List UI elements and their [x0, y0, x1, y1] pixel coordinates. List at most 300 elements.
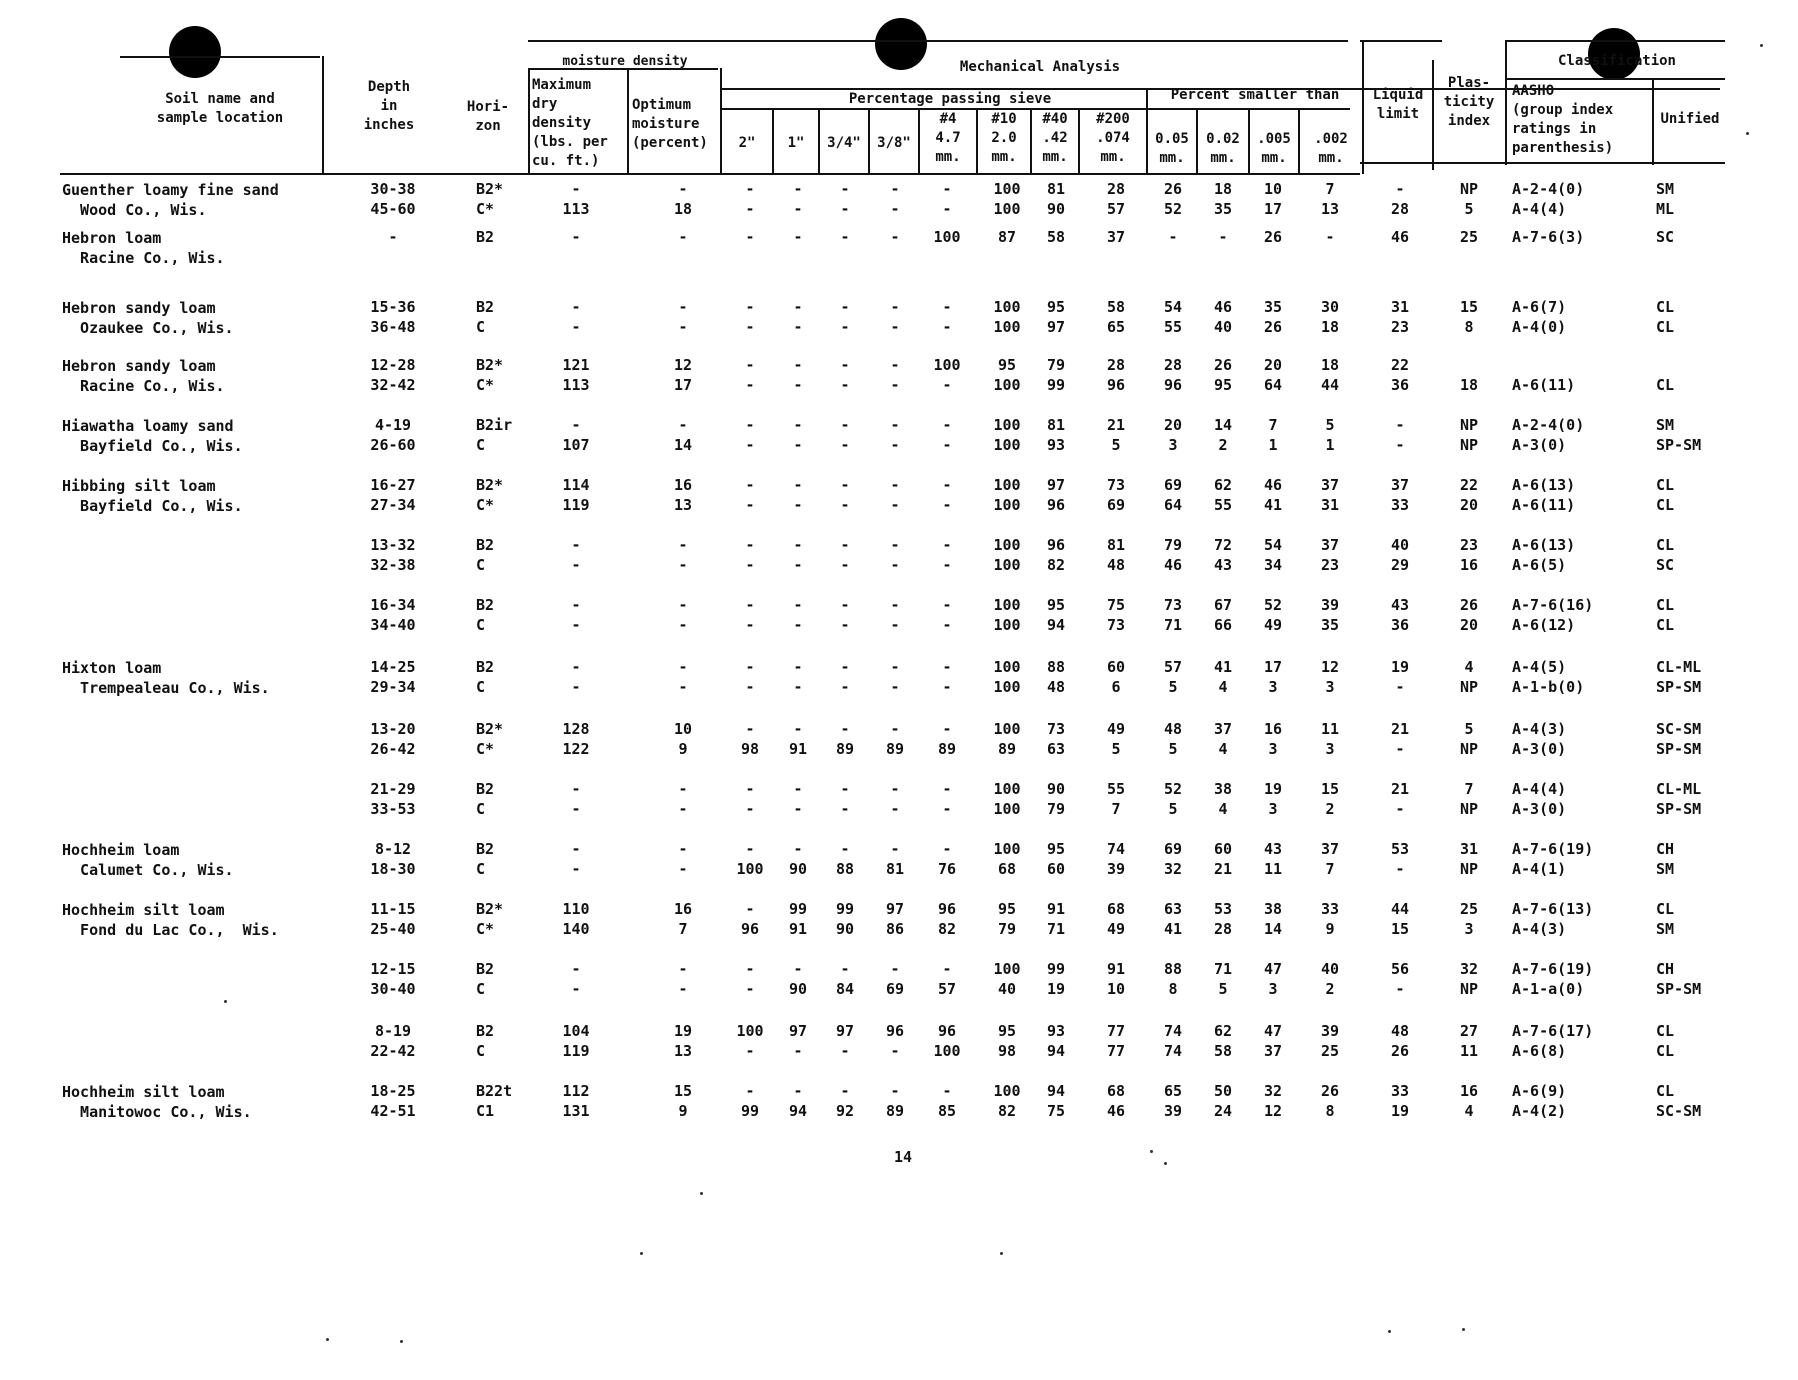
table-cell: 95 — [997, 900, 1017, 918]
table-cell: 100 — [933, 228, 961, 246]
table-cell: 33 — [1390, 496, 1410, 514]
table-cell: - — [942, 678, 952, 696]
table-cell: - — [840, 658, 850, 676]
table-cell: 35 — [1320, 616, 1340, 634]
table-cell: CL — [1656, 298, 1675, 316]
table-cell: - — [942, 556, 952, 574]
table-cell: - — [840, 476, 850, 494]
table-cell: - — [890, 616, 900, 634]
table-cell: - — [890, 720, 900, 738]
header-smaller-0002: .002 mm. — [1314, 131, 1348, 166]
table-cell: A-4(3) — [1512, 720, 1567, 738]
table-cell: 1 — [1325, 436, 1335, 454]
table-cell: 67 — [1213, 596, 1233, 614]
table-cell: 91 — [1046, 900, 1066, 918]
table-cell: 5 — [1464, 720, 1474, 738]
table-cell: 100 — [993, 200, 1021, 218]
table-cell: 100 — [993, 536, 1021, 554]
table-cell: - — [840, 960, 850, 978]
table-cell: 5 — [1168, 740, 1178, 758]
header-liquid-limit: Liquid limit — [1372, 87, 1424, 122]
table-cell: - — [745, 200, 755, 218]
header-smaller-005: 0.05 mm. — [1155, 131, 1189, 166]
header-unified: Unified — [1660, 111, 1720, 127]
table-cell: - — [678, 596, 688, 614]
table-cell: 3 — [1325, 740, 1335, 758]
table-cell: 18 — [673, 200, 693, 218]
table-cell: 57 — [1106, 200, 1126, 218]
table-cell: - — [793, 678, 803, 696]
table-cell: 18 — [1459, 376, 1479, 394]
table-cell: 100 — [993, 556, 1021, 574]
table-cell: 94 — [788, 1102, 808, 1120]
table-cell: - — [793, 318, 803, 336]
table-cell: - — [678, 228, 688, 246]
table-cell: 122 — [562, 740, 590, 758]
table-cell: 14 — [1213, 416, 1233, 434]
table-cell: 30 — [1320, 298, 1340, 316]
table-cell: 3 — [1268, 740, 1278, 758]
header-sieve-200: #200 .074 mm. — [1096, 111, 1130, 165]
table-cell: A-4(5) — [1512, 658, 1567, 676]
table-cell: 91 — [1106, 960, 1126, 978]
table-cell: A-4(1) — [1512, 860, 1567, 878]
table-cell: C — [476, 616, 486, 634]
table-cell: 128 — [562, 720, 590, 738]
table-cell: 5 — [1111, 740, 1121, 758]
table-cell: 42-51 — [370, 1102, 416, 1120]
table-cell: 100 — [933, 356, 961, 374]
table-cell: 97 — [788, 1022, 808, 1040]
table-cell: 9 — [1325, 920, 1335, 938]
table-cell: - — [793, 596, 803, 614]
table-cell: 53 — [1390, 840, 1410, 858]
table-cell: A-4(2) — [1512, 1102, 1567, 1120]
table-cell: 93 — [1046, 436, 1066, 454]
table-cell: - — [678, 318, 688, 336]
table-cell: - — [745, 376, 755, 394]
table-cell: 4 — [1464, 1102, 1474, 1120]
table-cell: 8 — [1325, 1102, 1335, 1120]
table-cell: SC — [1656, 228, 1675, 246]
table-cell: - — [1395, 416, 1405, 434]
table-cell: 82 — [1046, 556, 1066, 574]
table-cell: 63 — [1046, 740, 1066, 758]
table-cell: - — [840, 416, 850, 434]
table-cell: - — [840, 228, 850, 246]
table-cell: 63 — [1163, 900, 1183, 918]
table-cell: - — [840, 1082, 850, 1100]
table-cell: 100 — [993, 1082, 1021, 1100]
table-cell: 31 — [1320, 496, 1340, 514]
header-sieve-10: #10 2.0 mm. — [991, 111, 1017, 165]
table-cell: 96 — [1163, 376, 1183, 394]
table-cell: - — [890, 556, 900, 574]
table-cell: 17 — [1263, 658, 1283, 676]
table-cell: - — [840, 200, 850, 218]
table-cell: - — [793, 1042, 803, 1060]
table-cell: 64 — [1163, 496, 1183, 514]
table-cell: 113 — [562, 376, 590, 394]
header-sieve-40: #40 .42 mm. — [1042, 111, 1068, 165]
table-cell: 16 — [1459, 1082, 1479, 1100]
table-cell: 68 — [997, 860, 1017, 878]
table-cell: 32 — [1163, 860, 1183, 878]
table-cell: - — [793, 496, 803, 514]
table-cell: 26 — [1459, 596, 1479, 614]
page-number: 14 — [894, 1148, 913, 1166]
table-cell: 18-30 — [370, 860, 416, 878]
table-cell: - — [571, 616, 581, 634]
table-cell: 18 — [1213, 180, 1233, 198]
table-cell: 38 — [1263, 900, 1283, 918]
table-cell: 53 — [1213, 900, 1233, 918]
punch-hole-left — [169, 26, 221, 78]
table-cell: CL-ML — [1656, 658, 1702, 676]
table-cell: C* — [476, 496, 495, 514]
table-cell: A-6(5) — [1512, 556, 1567, 574]
table-cell: - — [840, 180, 850, 198]
table-cell: - — [745, 556, 755, 574]
table-cell: A-3(0) — [1512, 800, 1567, 818]
table-cell: - — [890, 298, 900, 316]
table-cell: 48 — [1163, 720, 1183, 738]
table-cell: 60 — [1106, 658, 1126, 676]
table-cell: B2 — [476, 840, 495, 858]
table-cell: 23 — [1459, 536, 1479, 554]
table-cell: 8-12 — [374, 840, 412, 858]
table-cell: - — [793, 356, 803, 374]
table-cell: - — [1395, 740, 1405, 758]
table-cell: - — [678, 780, 688, 798]
table-cell: A-4(4) — [1512, 780, 1567, 798]
table-cell: 114 — [562, 476, 590, 494]
table-cell: 5 — [1111, 436, 1121, 454]
table-cell: 69 — [1106, 496, 1126, 514]
table-cell: 21 — [1390, 780, 1410, 798]
table-cell: 37 — [1390, 476, 1410, 494]
table-cell: 20 — [1459, 496, 1479, 514]
table-cell: - — [840, 1042, 850, 1060]
table-cell: - — [890, 318, 900, 336]
table-cell: - — [840, 678, 850, 696]
table-cell: 10 — [673, 720, 693, 738]
table-cell: - — [793, 1082, 803, 1100]
table-cell: 37 — [1320, 840, 1340, 858]
table-cell: NP — [1459, 416, 1479, 434]
table-cell: ML — [1656, 200, 1675, 218]
table-cell: 62 — [1213, 1022, 1233, 1040]
table-cell: C* — [476, 920, 495, 938]
table-cell: 89 — [885, 740, 905, 758]
table-cell: - — [840, 536, 850, 554]
table-cell: - — [942, 1082, 952, 1100]
table-cell: - — [745, 658, 755, 676]
table-cell: A-6(11) — [1512, 496, 1576, 514]
table-cell: 95 — [997, 1022, 1017, 1040]
table-cell: 28 — [1163, 356, 1183, 374]
table-cell: - — [1168, 228, 1178, 246]
table-cell: - — [890, 376, 900, 394]
table-cell: SP-SM — [1656, 980, 1702, 998]
table-cell: - — [571, 860, 581, 878]
table-cell: 11 — [1320, 720, 1340, 738]
table-cell: 39 — [1163, 1102, 1183, 1120]
table-cell: - — [745, 780, 755, 798]
table-cell: - — [793, 840, 803, 858]
table-cell: 7 — [1268, 416, 1278, 434]
table-cell: 81 — [1046, 416, 1066, 434]
table-cell: A-4(3) — [1512, 920, 1567, 938]
table-cell: 100 — [993, 960, 1021, 978]
table-cell: 7 — [678, 920, 688, 938]
table-cell: SP-SM — [1656, 740, 1702, 758]
table-cell: B22t — [476, 1082, 513, 1100]
table-cell: 100 — [993, 318, 1021, 336]
table-cell: 46 — [1163, 556, 1183, 574]
table-cell: 5 — [1168, 678, 1178, 696]
table-cell: 88 — [1163, 960, 1183, 978]
table-cell: - — [1395, 860, 1405, 878]
table-cell: 110 — [562, 900, 590, 918]
header-sieve-3-4in: 3/4" — [827, 135, 861, 151]
table-cell: 22-42 — [370, 1042, 416, 1060]
table-cell: 4 — [1464, 658, 1474, 676]
table-cell: - — [890, 658, 900, 676]
table-cell: 90 — [1046, 780, 1066, 798]
table-cell: 37 — [1213, 720, 1233, 738]
table-cell: A-2-4(0) — [1512, 416, 1585, 434]
table-cell: 48 — [1390, 1022, 1410, 1040]
table-cell: 4-19 — [374, 416, 412, 434]
table-cell: 25 — [1459, 900, 1479, 918]
table-cell: 28 — [1106, 356, 1126, 374]
table-cell: SM — [1656, 416, 1675, 434]
table-cell: SP-SM — [1656, 678, 1702, 696]
table-cell: - — [745, 1082, 755, 1100]
table-cell: - — [942, 318, 952, 336]
table-cell: 60 — [1046, 860, 1066, 878]
table-cell: 79 — [997, 920, 1017, 938]
table-cell: 26 — [1390, 1042, 1410, 1060]
soil-name: Hibbing silt loam Bayfield Co., Wis. — [62, 477, 243, 515]
table-cell: 95 — [1046, 840, 1066, 858]
table-cell: 11 — [1263, 860, 1283, 878]
table-cell: SP-SM — [1656, 800, 1702, 818]
table-cell: 54 — [1163, 298, 1183, 316]
table-cell: 92 — [835, 1102, 855, 1120]
table-cell: 100 — [993, 376, 1021, 394]
table-cell: 9 — [678, 740, 688, 758]
table-cell: B2ir — [476, 416, 513, 434]
table-cell: - — [745, 356, 755, 374]
table-cell: CL — [1656, 1082, 1675, 1100]
table-cell: - — [840, 436, 850, 454]
table-cell: 32-38 — [370, 556, 416, 574]
table-cell: - — [942, 800, 952, 818]
header-classification: Classification — [1557, 53, 1676, 69]
table-cell: 81 — [1046, 180, 1066, 198]
table-cell: A-1-b(0) — [1512, 678, 1585, 696]
table-cell: 56 — [1390, 960, 1410, 978]
table-cell: SC-SM — [1656, 1102, 1702, 1120]
header-optimum-moisture: Optimum moisture (percent) — [632, 97, 708, 151]
table-cell: 95 — [1046, 596, 1066, 614]
table-cell: A-6(9) — [1512, 1082, 1567, 1100]
table-cell: 94 — [1046, 1042, 1066, 1060]
table-cell: - — [793, 658, 803, 676]
table-cell: - — [890, 416, 900, 434]
table-cell: CL — [1656, 596, 1675, 614]
table-cell: SM — [1656, 860, 1675, 878]
table-cell: 46 — [1213, 298, 1233, 316]
table-cell: - — [745, 228, 755, 246]
table-cell: 29-34 — [370, 678, 416, 696]
table-cell: 5 — [1325, 416, 1335, 434]
table-cell: C — [476, 678, 486, 696]
table-cell: 112 — [562, 1082, 590, 1100]
table-cell: 100 — [993, 416, 1021, 434]
table-cell: - — [840, 318, 850, 336]
table-cell: 2 — [1325, 980, 1335, 998]
table-cell: 7 — [1464, 780, 1474, 798]
table-cell: - — [890, 596, 900, 614]
table-cell: - — [890, 356, 900, 374]
table-cell: - — [571, 416, 581, 434]
table-cell: A-3(0) — [1512, 436, 1567, 454]
table-cell: 47 — [1263, 960, 1283, 978]
table-cell: 46 — [1390, 228, 1410, 246]
soil-name: Hochheim silt loam Fond du Lac Co., Wis. — [62, 901, 279, 939]
table-cell: 26 — [1320, 1082, 1340, 1100]
table-cell: 96 — [1046, 496, 1066, 514]
table-cell: 96 — [1106, 376, 1126, 394]
table-cell: C — [476, 318, 486, 336]
table-cell: 50 — [1213, 1082, 1233, 1100]
table-cell: 32-42 — [370, 376, 416, 394]
table-cell: - — [890, 678, 900, 696]
table-cell: 95 — [1046, 298, 1066, 316]
table-cell: 69 — [1163, 840, 1183, 858]
table-cell: 29 — [1390, 556, 1410, 574]
table-cell: 62 — [1213, 476, 1233, 494]
header-sieve-1in: 1" — [787, 135, 805, 151]
table-cell: 55 — [1106, 780, 1126, 798]
table-cell: - — [942, 616, 952, 634]
table-cell: 39 — [1320, 1022, 1340, 1040]
table-cell: - — [745, 596, 755, 614]
table-cell: 16 — [673, 476, 693, 494]
table-cell: - — [678, 980, 688, 998]
table-cell: 37 — [1320, 536, 1340, 554]
table-cell: C* — [476, 200, 495, 218]
table-cell: 14 — [673, 436, 693, 454]
table-cell: 7 — [1325, 860, 1335, 878]
table-cell: 69 — [1163, 476, 1183, 494]
table-cell: 5 — [1168, 800, 1178, 818]
table-cell: 15 — [1390, 920, 1410, 938]
table-cell: 140 — [562, 920, 590, 938]
table-cell: - — [942, 960, 952, 978]
table-cell: 27-34 — [370, 496, 416, 514]
table-cell: 8 — [1168, 980, 1178, 998]
table-cell: 100 — [736, 1022, 764, 1040]
table-cell: 13-20 — [370, 720, 416, 738]
table-cell: - — [678, 678, 688, 696]
table-cell: - — [942, 840, 952, 858]
table-cell: - — [793, 536, 803, 554]
table-cell: - — [793, 228, 803, 246]
table-cell: A-6(7) — [1512, 298, 1567, 316]
table-cell: 89 — [997, 740, 1017, 758]
table-cell: - — [1395, 678, 1405, 696]
table-cell: 24 — [1213, 1102, 1233, 1120]
table-cell: - — [793, 200, 803, 218]
table-cell: 12-28 — [370, 356, 416, 374]
table-cell: 100 — [993, 658, 1021, 676]
table-cell: - — [890, 436, 900, 454]
table-cell: - — [571, 556, 581, 574]
table-cell: 97 — [885, 900, 905, 918]
soil-name: Hochheim loam Calumet Co., Wis. — [62, 841, 234, 879]
table-cell: 23 — [1320, 556, 1340, 574]
table-cell: - — [745, 536, 755, 554]
table-cell: - — [793, 780, 803, 798]
table-cell: C — [476, 980, 486, 998]
table-cell: 81 — [1106, 536, 1126, 554]
header-plasticity-index: Plas- ticity index — [1443, 75, 1495, 129]
table-cell: 34-40 — [370, 616, 416, 634]
table-cell: 21-29 — [370, 780, 416, 798]
table-cell: - — [1395, 980, 1405, 998]
table-cell: 18 — [1320, 318, 1340, 336]
header-percentage-passing-sieve: Percentage passing sieve — [848, 91, 1052, 107]
table-cell: 3 — [1168, 436, 1178, 454]
table-cell: B2 — [476, 596, 495, 614]
table-cell: 13 — [673, 496, 693, 514]
table-cell: B2 — [476, 780, 495, 798]
table-cell: 58 — [1213, 1042, 1233, 1060]
table-cell: 25-40 — [370, 920, 416, 938]
table-cell: - — [840, 780, 850, 798]
table-cell: 48 — [1046, 678, 1066, 696]
table-cell: 89 — [937, 740, 957, 758]
table-cell: - — [745, 720, 755, 738]
table-cell: - — [1395, 436, 1405, 454]
table-cell: B2 — [476, 298, 495, 316]
soil-name: Guenther loamy fine sand Wood Co., Wis. — [62, 181, 279, 219]
table-cell: B2 — [476, 536, 495, 554]
table-cell: 71 — [1046, 920, 1066, 938]
table-cell: 99 — [835, 900, 855, 918]
table-cell: - — [678, 180, 688, 198]
table-cell: 66 — [1213, 616, 1233, 634]
table-cell: 99 — [740, 1102, 760, 1120]
header-max-dry-density: Maximum dry density (lbs. per cu. ft.) — [532, 77, 608, 169]
soil-name: Hiawatha loamy sand Bayfield Co., Wis. — [62, 417, 243, 455]
table-cell: B2 — [476, 960, 495, 978]
table-cell: 94 — [1046, 1082, 1066, 1100]
table-cell: A-4(4) — [1512, 200, 1567, 218]
table-cell: CL — [1656, 536, 1675, 554]
table-cell: 33-53 — [370, 800, 416, 818]
table-cell: 79 — [1046, 356, 1066, 374]
table-cell: 46 — [1263, 476, 1283, 494]
table-cell: 79 — [1046, 800, 1066, 818]
table-cell: 41 — [1263, 496, 1283, 514]
table-cell: 19 — [1390, 658, 1410, 676]
table-cell: - — [793, 416, 803, 434]
